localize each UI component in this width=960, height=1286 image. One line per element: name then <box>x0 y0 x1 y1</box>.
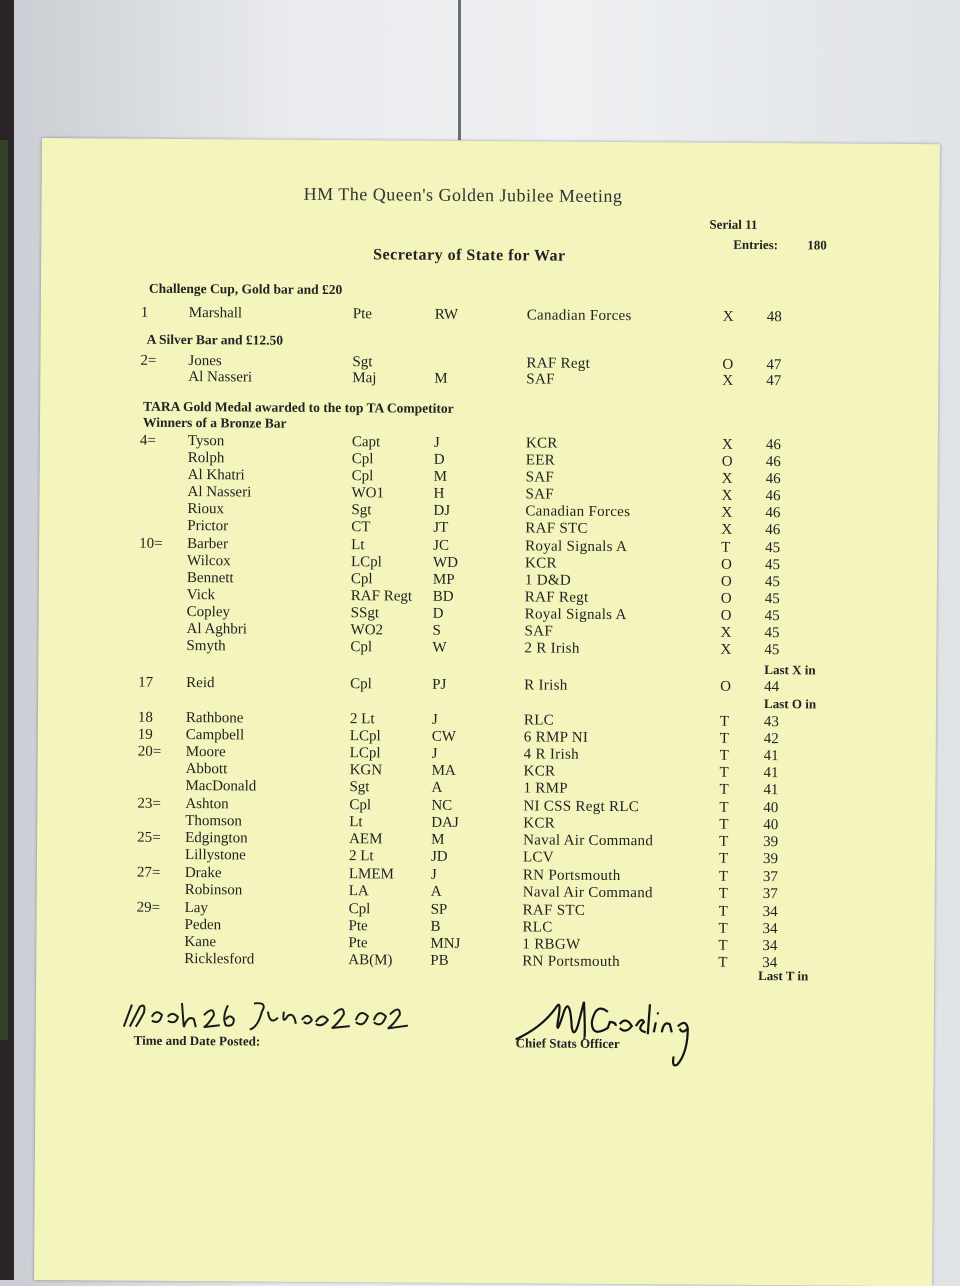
score-cell: 46 <box>765 522 781 539</box>
rank-cell: Cpl <box>350 571 373 588</box>
unit-cell: Royal Signals A <box>525 538 628 556</box>
score-cell: 41 <box>763 748 779 765</box>
name-cell: Al Nasseri <box>188 369 253 386</box>
rank-cell: Cpl <box>350 676 372 693</box>
competition-title: Secretary of State for War <box>373 246 566 265</box>
unit-cell: 1 RMP <box>523 780 568 797</box>
unit-cell: NI CSS Regt RLC <box>523 798 640 816</box>
class-cell: T <box>719 764 729 781</box>
unit-cell: KCR <box>525 435 558 452</box>
unit-cell: RN Portsmouth <box>522 953 620 971</box>
initials-cell: J <box>433 434 440 451</box>
name-cell: Al Aghbri <box>186 621 248 638</box>
name-cell: Kane <box>184 934 217 951</box>
rank-cell: WO1 <box>351 485 385 502</box>
unit-cell: SAF <box>524 623 554 640</box>
name-cell: Edgington <box>185 830 248 847</box>
initials-cell: W <box>432 639 447 656</box>
name-cell: Reid <box>186 675 215 692</box>
score-cell: 42 <box>763 731 779 748</box>
class-cell: T <box>719 799 729 816</box>
name-cell: Lillystone <box>184 847 246 864</box>
unit-cell: RLC <box>522 919 553 936</box>
initials-cell: M <box>433 468 448 485</box>
initials-cell: PJ <box>432 676 447 693</box>
position-cell: 4= <box>139 432 156 449</box>
score-cell: 45 <box>765 540 781 557</box>
initials-cell: S <box>432 622 441 639</box>
class-cell: O <box>720 678 732 695</box>
position-cell: 18 <box>137 709 154 726</box>
chief-stats-officer-signature <box>511 981 712 1072</box>
score-cell: 46 <box>765 437 781 454</box>
score-cell: 39 <box>763 834 779 851</box>
rank-cell: Sgt <box>351 502 372 519</box>
unit-cell: 2 R Irish <box>524 640 580 657</box>
initials-cell: MP <box>432 571 455 588</box>
score-cell: 34 <box>762 955 778 972</box>
name-cell: Vick <box>186 587 216 604</box>
initials-cell: J <box>431 711 438 728</box>
serial-number: Serial 11 <box>709 216 758 232</box>
score-cell: 45 <box>764 642 780 659</box>
unit-cell: 1 RBGW <box>522 936 581 953</box>
unit-cell: RAF STC <box>522 902 586 919</box>
class-cell: T <box>721 539 731 556</box>
name-cell: Rathbone <box>185 710 244 727</box>
unit-cell: EER <box>525 452 556 469</box>
name-cell: Peden <box>184 917 222 934</box>
initials-cell: PB <box>430 952 449 969</box>
score-cell: 41 <box>763 782 779 799</box>
rank-cell: Sgt <box>352 354 373 371</box>
initials-cell: D <box>432 605 444 622</box>
initials-cell: J <box>430 866 437 883</box>
unit-cell: SAF <box>526 371 555 388</box>
score-cell: 46 <box>765 454 781 471</box>
initials-cell: RW <box>434 306 459 323</box>
class-cell: T <box>718 954 728 971</box>
unit-cell: RLC <box>523 712 555 729</box>
class-cell: X <box>720 641 732 658</box>
class-cell: T <box>718 937 728 954</box>
name-cell: Moore <box>185 744 226 761</box>
score-cell: 34 <box>762 938 778 955</box>
meeting-title: HM The Queen's Golden Jubilee Meeting <box>303 183 623 207</box>
unit-cell: KCR <box>524 555 557 572</box>
name-cell: Copley <box>186 604 231 621</box>
initials-cell: CW <box>431 728 457 745</box>
name-cell: Tyson <box>187 433 225 450</box>
unit-cell: 1 D&D <box>524 572 572 589</box>
name-cell: Drake <box>184 865 222 882</box>
initials-cell: JD <box>430 848 448 865</box>
rank-cell: Maj <box>352 370 377 387</box>
section-silver-bar: A Silver Bar and £12.50 <box>146 331 284 348</box>
class-cell: T <box>718 903 728 920</box>
name-cell: Ashton <box>185 796 229 813</box>
class-cell: T <box>719 730 730 747</box>
rank-cell: Sgt <box>349 779 370 796</box>
rank-cell: WO2 <box>350 622 384 639</box>
class-cell: O <box>720 573 732 590</box>
name-cell: Ricklesford <box>184 951 255 968</box>
class-cell: X <box>722 372 734 389</box>
class-cell: X <box>722 308 734 325</box>
score-cell: 47 <box>766 357 782 374</box>
class-cell: X <box>721 521 733 538</box>
entries-value: 180 <box>807 237 827 253</box>
initials-cell: NC <box>431 797 453 814</box>
rank-cell: Pte <box>348 935 368 952</box>
class-cell: T <box>718 885 728 902</box>
name-cell: Al Khatri <box>187 467 245 484</box>
position-cell: 25= <box>137 829 161 846</box>
position-cell: 19 <box>137 726 153 743</box>
class-cell: X <box>721 436 733 453</box>
rank-cell: Capt <box>351 434 381 451</box>
frame-edge <box>0 140 8 1040</box>
rank-cell: Pte <box>352 306 373 323</box>
rank-cell: LCpl <box>349 745 381 762</box>
class-cell: X <box>720 624 732 641</box>
class-cell: O <box>721 453 733 470</box>
initials-cell: JC <box>433 537 450 554</box>
name-cell: Barber <box>187 536 229 553</box>
rank-cell: RAF Regt <box>350 588 413 605</box>
score-cell: 45 <box>764 608 780 625</box>
class-cell: O <box>722 356 734 373</box>
unit-cell: 4 R Irish <box>523 746 579 763</box>
rank-cell: SSgt <box>350 605 380 622</box>
initials-cell: M <box>434 370 448 387</box>
score-cell: 34 <box>762 904 778 921</box>
name-cell: Rioux <box>187 501 225 518</box>
class-cell: T <box>718 920 728 937</box>
unit-cell: Canadian Forces <box>525 503 631 521</box>
board-seam <box>458 0 461 140</box>
score-cell: 44 <box>764 679 780 696</box>
rank-cell: LMEM <box>348 866 394 883</box>
chief-stats-officer-label: Chief Stats Officer <box>515 1035 620 1052</box>
unit-cell: RAF Regt <box>526 355 591 372</box>
score-cell: 37 <box>762 886 778 903</box>
position-cell: 27= <box>136 864 161 881</box>
score-cell: 48 <box>766 309 782 326</box>
unit-cell: R Irish <box>524 677 568 694</box>
class-cell: T <box>718 850 729 867</box>
score-cell: 45 <box>764 591 780 608</box>
rank-cell: AB(M) <box>348 952 393 969</box>
section-challenge-cup: Challenge Cup, Gold bar and £20 <box>148 280 343 298</box>
position-cell: 20= <box>137 743 162 760</box>
name-cell: Robinson <box>184 882 243 899</box>
class-cell: O <box>720 556 732 573</box>
name-cell: Rolph <box>187 450 225 467</box>
name-cell: Campbell <box>185 727 245 744</box>
class-cell: X <box>721 504 733 521</box>
unit-cell: SAF <box>525 469 555 486</box>
score-cell: 37 <box>762 869 778 886</box>
initials-cell: BD <box>432 588 454 605</box>
unit-cell: Naval Air Command <box>522 884 653 902</box>
results-sheet <box>34 138 940 1286</box>
class-cell: T <box>719 713 730 730</box>
rank-cell: Pte <box>348 918 368 935</box>
unit-cell: LCV <box>522 849 554 866</box>
rank-cell: LCpl <box>349 728 381 745</box>
unit-cell: RAF STC <box>525 520 588 537</box>
name-cell: Al Nasseri <box>187 484 252 501</box>
rank-cell: 2 Lt <box>349 711 375 728</box>
rank-cell: Cpl <box>351 451 374 468</box>
last-x-note: Last X in <box>764 662 816 678</box>
rank-cell: Lt <box>351 537 365 554</box>
rank-cell: Cpl <box>350 639 373 656</box>
class-cell: T <box>719 747 729 764</box>
section-bronze-bar: Winners of a Bronze Bar <box>142 414 287 431</box>
name-cell: MacDonald <box>185 778 257 795</box>
score-cell: 40 <box>763 817 779 834</box>
score-cell: 34 <box>762 921 778 938</box>
name-cell: Prictor <box>187 518 229 535</box>
class-cell: X <box>721 470 733 487</box>
initials-cell: D <box>433 451 445 468</box>
initials-cell: DJ <box>433 502 451 519</box>
name-cell: Thomson <box>185 813 242 830</box>
time-date-label: Time and Date Posted: <box>133 1032 261 1049</box>
initials-cell: H <box>433 485 445 502</box>
last-t-note: Last T in <box>758 968 809 984</box>
initials-cell: SP <box>430 901 448 918</box>
initials-cell: J <box>431 745 438 762</box>
initials-cell: A <box>430 883 442 900</box>
rank-cell: Lt <box>349 814 363 831</box>
score-cell: 45 <box>764 574 780 591</box>
unit-cell: Naval Air Command <box>523 832 654 850</box>
score-cell: 43 <box>763 714 779 731</box>
position-cell: 10= <box>139 535 163 552</box>
unit-cell: RAF Regt <box>524 589 589 606</box>
initials-cell: A <box>431 779 443 796</box>
class-cell: T <box>719 781 729 798</box>
score-cell: 46 <box>765 488 781 505</box>
initials-cell: MA <box>431 762 456 779</box>
unit-cell: KCR <box>523 763 556 780</box>
table-row <box>41 304 921 327</box>
position-cell: 1 <box>140 304 149 321</box>
initials-cell: DAJ <box>431 814 459 831</box>
class-cell: T <box>719 833 729 850</box>
rank-cell: Cpl <box>349 797 372 814</box>
rank-cell: LCpl <box>350 554 382 571</box>
name-cell: Bennett <box>186 570 234 587</box>
class-cell: T <box>719 816 729 833</box>
entries-label: Entries: <box>733 236 779 253</box>
initials-cell: MNJ <box>430 935 461 952</box>
name-cell: Marshall <box>188 305 243 322</box>
name-cell: Wilcox <box>186 553 231 570</box>
class-cell: O <box>720 607 732 624</box>
score-cell: 40 <box>763 800 779 817</box>
position-cell: 29= <box>136 899 161 916</box>
handwritten-time-date <box>118 997 418 1039</box>
score-cell: 46 <box>765 505 781 522</box>
last-o-note: Last O in <box>764 696 817 712</box>
class-cell: X <box>721 487 733 504</box>
initials-cell: JT <box>433 519 449 536</box>
score-cell: 39 <box>762 851 779 868</box>
score-cell: 46 <box>765 471 781 488</box>
initials-cell: B <box>430 918 441 935</box>
score-cell: 41 <box>763 765 779 782</box>
unit-cell: KCR <box>523 815 556 832</box>
rank-cell: AEM <box>349 831 383 848</box>
name-cell: Jones <box>188 353 222 370</box>
rank-cell: Cpl <box>348 901 371 918</box>
rank-cell: KGN <box>349 762 383 779</box>
rank-cell: Cpl <box>351 468 374 485</box>
unit-cell: 6 RMP NI <box>523 729 589 746</box>
unit-cell: Canadian Forces <box>526 307 632 325</box>
name-cell: Smyth <box>186 638 226 655</box>
initials-cell: WD <box>432 554 459 571</box>
name-cell: Abbott <box>185 761 228 778</box>
position-cell: 17 <box>138 674 154 691</box>
section-tara-gold-medal: TARA Gold Medal awarded to the top TA Competitor <box>143 398 454 416</box>
class-cell: O <box>720 590 732 607</box>
name-cell: Lay <box>184 900 209 917</box>
score-cell: 45 <box>764 557 781 574</box>
rank-cell: CT <box>351 519 371 536</box>
score-cell: 47 <box>766 373 782 390</box>
initials-cell: M <box>431 831 445 848</box>
score-cell: 45 <box>764 625 780 642</box>
rank-cell: LA <box>348 883 369 900</box>
unit-cell: RN Portsmouth <box>522 867 621 885</box>
unit-cell: Royal Signals A <box>524 606 627 624</box>
class-cell: T <box>718 868 729 885</box>
unit-cell: SAF <box>525 486 555 503</box>
rank-cell: 2 Lt <box>348 848 374 865</box>
position-cell: 2= <box>140 352 157 369</box>
position-cell: 23= <box>137 795 161 812</box>
